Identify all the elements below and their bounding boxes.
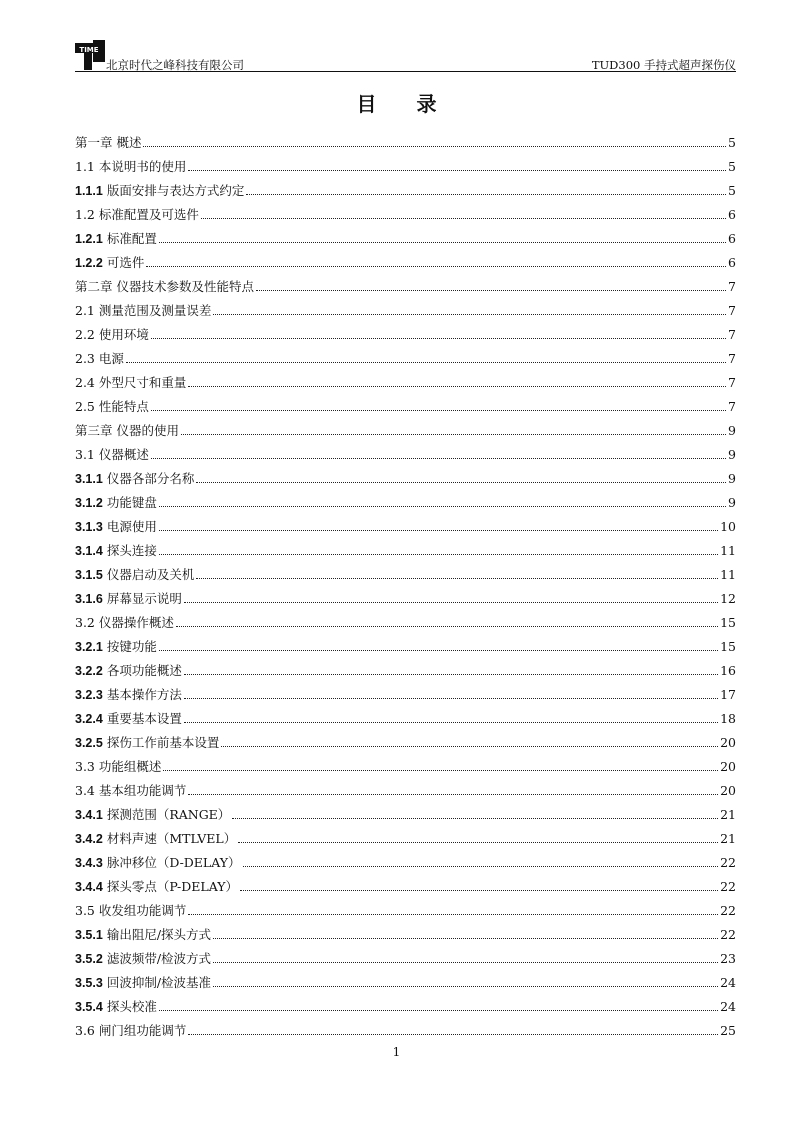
toc-entry-title: 基本操作方法 [106,687,182,702]
toc-entry-number: 3.4.1 [75,808,103,822]
toc-entry[interactable] [75,798,736,822]
product-name: TUD300 手持式超声探伤仪 [591,58,736,72]
toc-entry-page: 9 [728,447,736,462]
toc-entry[interactable] [75,702,736,726]
toc-dot-leader [176,626,718,627]
toc-entry-title: 重要基本设置 [106,711,182,726]
toc-entry-label [75,760,163,774]
toc-entry-label [75,736,221,750]
toc-entry-label [75,712,184,726]
toc-dot-leader [232,818,718,819]
toc-entry-title: 仪器启动及关机 [106,567,195,582]
toc-entry[interactable] [75,222,736,246]
toc-entry-label [75,136,143,150]
toc-entry-page: 12 [720,591,736,606]
toc-entry-page: 11 [720,567,736,582]
toc-entry[interactable] [75,270,736,294]
toc-entry-label [75,208,201,222]
toc-entry-title: 1.1 本说明书的使用 [75,159,187,174]
toc-entry[interactable] [75,654,736,678]
toc-entry-number: 3.2.2 [75,664,103,678]
toc-entry-page: 7 [728,279,736,294]
toc-entry[interactable] [75,534,736,558]
toc-entry-title: 探测范围（RANGE） [106,807,231,822]
toc-entry-page: 6 [728,231,736,246]
toc-entry-title: 第三章 仪器的使用 [75,423,179,438]
toc-dot-leader [163,770,718,771]
toc-entry-page: 22 [720,927,736,942]
toc-entry[interactable] [75,630,736,654]
toc-dot-leader [238,842,718,843]
toc-entry-page: 20 [720,783,736,798]
toc-entry-title: 材料声速（MTLVEL） [106,831,237,846]
toc-entry-page: 7 [728,303,736,318]
toc-entry-page: 22 [720,903,736,918]
toc-entry-title: 探头校准 [106,999,157,1014]
toc-entry-title: 脉冲移位（D-DELAY） [106,855,241,870]
toc-dot-leader [184,602,718,603]
toc-entry-number: 3.2.1 [75,640,103,654]
toc-entry-label [75,592,184,606]
toc-entry[interactable] [75,318,736,342]
toc-entry-page: 5 [728,135,736,150]
toc-entry[interactable] [75,414,736,438]
company-name: 北京时代之峰科技有限公司 [106,58,244,72]
toc-entry-page: 17 [720,687,736,702]
toc-entry-page: 5 [728,183,736,198]
toc-entry-title: 版面安排与表达方式约定 [106,183,245,198]
toc-entry-title: 电源使用 [106,519,157,534]
toc-entry-page: 9 [728,423,736,438]
toc-entry-page: 11 [720,543,736,558]
toc-entry-number: 3.1.5 [75,568,103,582]
toc-entry-page: 20 [720,759,736,774]
toc-entry[interactable] [75,342,736,366]
toc-entry-page: 9 [728,471,736,486]
toc-entry-label [75,496,159,510]
toc-entry-page: 7 [728,375,736,390]
toc-entry-label [75,184,246,198]
toc-dot-leader [213,938,718,939]
toc-entry[interactable] [75,174,736,198]
toc-entry-page: 21 [720,831,736,846]
toc-entry[interactable] [75,198,736,222]
toc-entry[interactable] [75,390,736,414]
toc-dot-leader [181,434,726,435]
toc-entry-page: 22 [720,855,736,870]
toc-entry-page: 15 [720,615,736,630]
toc-dot-leader [159,650,718,651]
toc-entry-number: 1.1.1 [75,184,103,198]
toc-dot-leader [184,674,718,675]
toc-dot-leader [188,1034,718,1035]
toc-entry-page: 10 [720,519,736,534]
toc-entry-page: 21 [720,807,736,822]
toc-entry-number: 3.5.3 [75,976,103,990]
toc-entry-title: 探伤工作前基本设置 [106,735,220,750]
toc-entry-label [75,424,181,438]
toc-entry-title: 仪器各部分名称 [106,471,195,486]
toc-entry-label [75,904,188,918]
toc-entry[interactable] [75,822,736,846]
toc-entry-page: 6 [728,255,736,270]
toc-entry-label [75,952,213,966]
toc-entry-page: 7 [728,351,736,366]
toc-entry-label [75,520,159,534]
toc-dot-leader [126,362,726,363]
toc-entry-title: 可选件 [106,255,145,270]
toc-entry[interactable] [75,462,736,486]
toc-entry-title: 各项功能概述 [106,663,182,678]
toc-dot-leader [246,194,726,195]
toc-entry-title: 3.1 仪器概述 [75,447,149,462]
page-title: 目 录 [356,92,437,116]
toc-dot-leader [143,146,726,147]
toc-entry[interactable] [75,942,736,966]
toc-entry-page: 22 [720,879,736,894]
toc-dot-leader [159,506,726,507]
toc-entry-label [75,1000,159,1014]
toc-entry-label [75,160,188,174]
toc-entry[interactable] [75,438,736,462]
toc-dot-leader [213,962,718,963]
toc-entry-page: 7 [728,399,736,414]
toc-dot-leader [159,554,718,555]
toc-entry[interactable] [75,294,736,318]
toc-entry-number: 1.2.1 [75,232,103,246]
toc-entry-number: 3.5.2 [75,952,103,966]
toc-dot-leader [188,170,726,171]
toc-entry-label [75,976,213,990]
toc-dot-leader [151,458,726,459]
toc-entry-number: 3.4.2 [75,832,103,846]
toc-entry[interactable] [75,510,736,534]
toc-dot-leader [188,794,718,795]
toc-entry-number: 3.2.3 [75,688,103,702]
toc-entry-page: 5 [728,159,736,174]
toc-dot-leader [184,722,718,723]
toc-dot-leader [201,218,726,219]
toc-entry-number: 3.1.4 [75,544,103,558]
toc-entry-number: 3.4.4 [75,880,103,894]
toc-entry-title: 回波抑制/检波基准 [106,975,212,990]
toc-entry[interactable] [75,990,736,1014]
table-of-contents [75,126,736,1038]
toc-entry[interactable] [75,774,736,798]
toc-entry[interactable] [75,678,736,702]
toc-entry[interactable] [75,918,736,942]
toc-entry-number: 3.2.5 [75,736,103,750]
toc-entry-label [75,280,256,294]
toc-dot-leader [256,290,726,291]
toc-entry-page: 16 [720,663,736,678]
toc-entry-title: 输出阻尼/探头方式 [106,927,212,942]
toc-entry-title: 滤波频带/检波方式 [106,951,212,966]
toc-entry-number: 3.1.6 [75,592,103,606]
toc-entry-title: 1.2 标准配置及可选件 [75,207,199,222]
toc-dot-leader [188,386,726,387]
toc-entry[interactable] [75,606,736,630]
toc-entry-page: 7 [728,327,736,342]
toc-dot-leader [184,698,718,699]
toc-dot-leader [213,986,718,987]
toc-entry[interactable] [75,750,736,774]
toc-entry-label [75,472,196,486]
toc-entry-number: 3.1.2 [75,496,103,510]
toc-entry[interactable] [75,726,736,750]
toc-entry-number: 1.2.2 [75,256,103,270]
toc-entry-label [75,784,188,798]
time-logo-icon [75,40,105,70]
toc-entry-label [75,448,151,462]
toc-entry-page: 6 [728,207,736,222]
toc-entry-number: 3.1.1 [75,472,103,486]
toc-entry-title: 第一章 概述 [75,135,142,150]
page-number: 1 [392,1045,401,1059]
toc-entry-page: 24 [720,975,736,990]
toc-entry-label [75,400,151,414]
toc-dot-leader [243,866,719,867]
toc-entry[interactable] [75,582,736,606]
toc-entry-title: 标准配置 [106,231,157,246]
toc-entry-label [75,328,151,342]
toc-entry[interactable] [75,486,736,510]
toc-entry-label [75,688,184,702]
toc-entry[interactable] [75,894,736,918]
toc-entry-title: 探头零点（P-DELAY） [106,879,238,894]
toc-entry-title: 2.1 测量范围及测量误差 [75,303,212,318]
svg-text:TIME: TIME [79,46,99,54]
toc-entry-label [75,352,126,366]
toc-dot-leader [159,530,718,531]
toc-entry-label [75,616,176,630]
toc-entry-label [75,832,238,846]
toc-entry-title: 2.2 使用环境 [75,327,149,342]
toc-dot-leader [196,578,718,579]
toc-dot-leader [146,266,726,267]
toc-entry-title: 探头连接 [106,543,157,558]
toc-entry[interactable] [75,558,736,582]
toc-dot-leader [151,410,726,411]
toc-dot-leader [188,914,718,915]
toc-entry-number: 3.5.1 [75,928,103,942]
toc-entry-page: 15 [720,639,736,654]
toc-entry[interactable] [75,126,736,150]
toc-entry-page: 20 [720,735,736,750]
toc-entry[interactable] [75,1014,736,1038]
toc-entry-title: 3.4 基本组功能调节 [75,783,187,798]
toc-entry-label [75,928,213,942]
toc-entry-title: 第二章 仪器技术参数及性能特点 [75,279,254,294]
toc-entry-label [75,808,232,822]
toc-entry-label [75,232,159,246]
toc-dot-leader [159,1010,718,1011]
toc-entry-label [75,664,184,678]
toc-entry-label [75,568,196,582]
toc-entry-label [75,1024,188,1038]
toc-entry-label [75,376,188,390]
toc-entry-title: 2.4 外型尺寸和重量 [75,375,187,390]
toc-entry-title: 按键功能 [106,639,157,654]
toc-entry-title: 屏幕显示说明 [106,591,182,606]
toc-entry-label [75,304,213,318]
toc-entry[interactable] [75,366,736,390]
toc-dot-leader [151,338,726,339]
toc-entry-label [75,880,240,894]
page-header [75,40,736,72]
toc-entry-label [75,640,159,654]
header-divider [75,71,736,72]
toc-entry-number: 3.4.3 [75,856,103,870]
toc-entry-page: 9 [728,495,736,510]
toc-dot-leader [159,242,726,243]
toc-dot-leader [196,482,726,483]
toc-entry-number: 3.1.3 [75,520,103,534]
toc-entry-number: 3.5.4 [75,1000,103,1014]
toc-entry[interactable] [75,846,736,870]
toc-entry-label [75,256,146,270]
toc-entry-title: 功能键盘 [106,495,157,510]
toc-dot-leader [240,890,718,891]
toc-entry-title: 2.5 性能特点 [75,399,149,414]
toc-entry-page: 18 [720,711,736,726]
toc-entry-title: 3.5 收发组功能调节 [75,903,187,918]
toc-dot-leader [213,314,726,315]
toc-dot-leader [221,746,718,747]
toc-entry-page: 24 [720,999,736,1014]
toc-entry[interactable] [75,966,736,990]
toc-entry[interactable] [75,150,736,174]
toc-entry-title: 3.3 功能组概述 [75,759,162,774]
toc-entry[interactable] [75,246,736,270]
toc-entry-title: 2.3 电源 [75,351,124,366]
toc-entry-label [75,856,243,870]
toc-entry[interactable] [75,870,736,894]
toc-entry-number: 3.2.4 [75,712,103,726]
toc-entry-page: 23 [720,951,736,966]
toc-entry-title: 3.6 闸门组功能调节 [75,1023,187,1038]
toc-entry-label [75,544,159,558]
toc-entry-page: 25 [720,1023,736,1038]
toc-entry-title: 3.2 仪器操作概述 [75,615,174,630]
